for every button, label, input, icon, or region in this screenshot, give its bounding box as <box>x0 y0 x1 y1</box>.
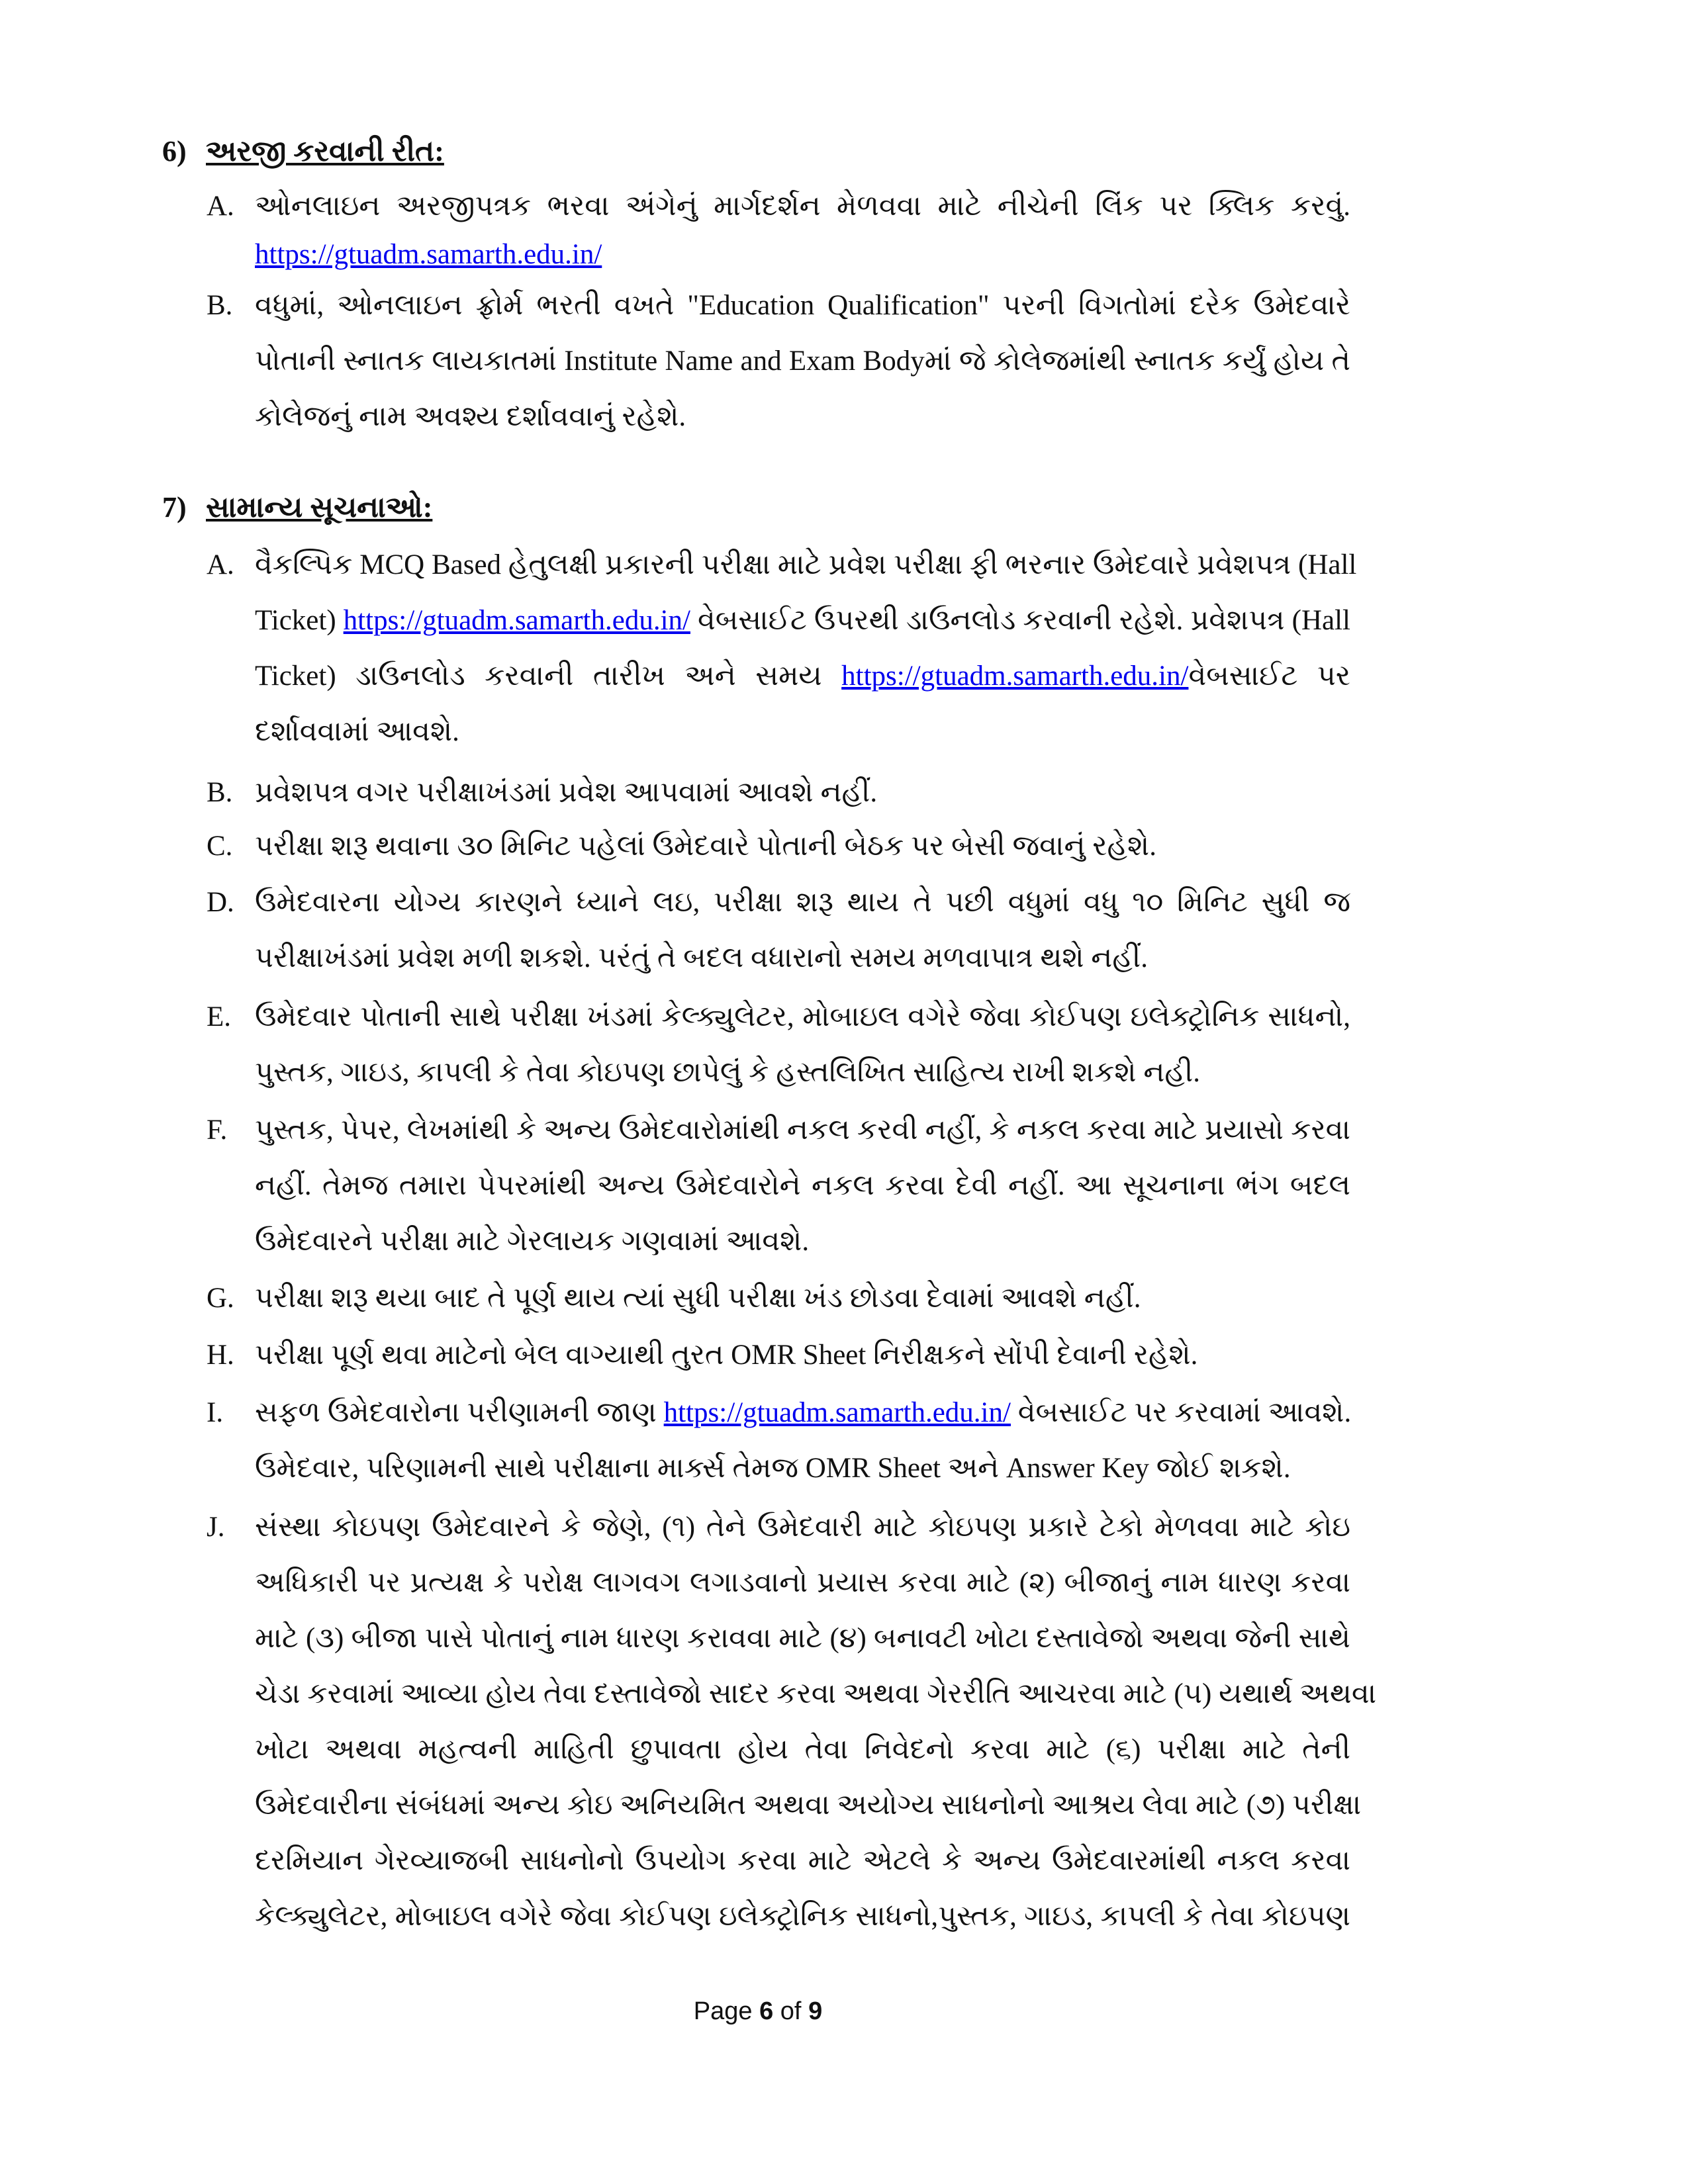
text-segment: પરીક્ષા શરૂ થયા બાદ તે પૂર્ણ થાય ત્યાં સુધી પરીક્ષા ખંડ છોડવા દેવામાં આવશે નહીં. <box>255 1283 1141 1314</box>
text-segment: પરીક્ષાખંડમાં પ્રવેશ મળી શકશે. પરંતું તે બદલ વધારાનો સમય મળવાપાત્ર થશે નહીં. <box>255 942 1148 974</box>
text-line <box>255 1889 1350 1944</box>
text-line <box>255 1555 1350 1611</box>
list-item <box>207 1328 1350 1383</box>
item-letter: I. <box>207 1397 224 1428</box>
text-line <box>255 1722 1350 1778</box>
text-line <box>255 1045 1350 1101</box>
text-segment: Ticket) <box>255 605 344 636</box>
text-line <box>255 1214 1350 1269</box>
item-letter: E. <box>207 1001 232 1032</box>
item-letter: G. <box>207 1283 234 1314</box>
text-line <box>255 230 1350 279</box>
text-segment: કેલ્ક્યુલેટર, મોબાઇલ વગેરે જેવા કોઈપણ ઇલેક્ટ્રોનિક સાધનો,પુસ્તક, ગાઇડ, કાપલી કે તેવા કોઇપણ <box>255 1901 1350 1932</box>
text-segment: ચેડા કરવામાં આવ્યા હોય તેવા દસ્તાવેજો સાદર કરવા અથવા ગેરરીતિ આચરવા માટે (૫) યથાર્થ અથવા <box>255 1678 1377 1709</box>
text-line <box>255 989 1350 1045</box>
item-text <box>255 1500 1377 1944</box>
list-item <box>207 875 1350 986</box>
item-text <box>255 182 1350 279</box>
website-link[interactable]: https://gtuadm.samarth.edu.in/ <box>663 1397 1011 1428</box>
website-link[interactable]: https://gtuadm.samarth.edu.in/ <box>841 660 1189 692</box>
section-title: સામાન્ય સૂચનાઓ: <box>206 491 433 523</box>
text-line <box>255 182 1350 230</box>
text-segment: ઉમેદવાર પોતાની સાથે પરીક્ષા ખંડમાં કેલ્ક્યુલેટર, મોબાઇલ વગેરે જેવા કોઈપણ ઇલેક્ટ્રોનિક સાધનો, <box>255 1001 1350 1032</box>
list-item <box>207 182 1350 279</box>
list-item <box>207 765 1350 821</box>
text-segment: ઉમેદવારને પરીક્ષા માટે ગેરલાયક ગણવામાં આવશે. <box>255 1226 810 1257</box>
item-letter: J. <box>207 1512 225 1543</box>
item-letter: B. <box>207 290 233 321</box>
item-text <box>255 1385 1350 1496</box>
website-link[interactable]: https://gtuadm.samarth.edu.in/ <box>255 239 602 270</box>
page-label: Page <box>693 1997 753 2025</box>
list-item <box>207 989 1350 1101</box>
text-line <box>255 931 1350 986</box>
item-letter: A. <box>207 191 234 222</box>
text-line <box>255 1500 1350 1555</box>
text-segment: માટે (૩) બીજા પાસે પોતાનું નામ ધારણ કરાવવા માટે (૪) બનાવટી ખોટા દસ્તાવેજો અથવા જેની સાથે <box>255 1623 1350 1654</box>
list-item <box>207 819 1350 874</box>
text-line <box>255 593 1350 649</box>
item-letter: F. <box>207 1115 228 1146</box>
text-line <box>255 1778 1362 1833</box>
text-segment: દરમિયાન ગેરવ્યાજબી સાધનોનો ઉપયોગ કરવા માટે એટલે કે અન્ય ઉમેદવારમાંથી નકલ કરવા <box>255 1845 1350 1876</box>
text-segment: પુસ્તક, પેપર, લેખમાંથી કે અન્ય ઉમેદવારોમાંથી નકલ કરવી નહીં, કે નકલ કરવા માટે પ્રયાસો કરવા <box>255 1115 1350 1146</box>
text-line <box>255 389 1350 445</box>
item-letter: D. <box>207 887 234 918</box>
text-segment: પરીક્ષા પૂર્ણ થવા માટેનો બેલ વાગ્યાથી તુરત OMR Sheet નિરીક્ષકને સોંપી દેવાની રહેશે. <box>255 1340 1198 1371</box>
section-number: 7) <box>162 491 187 523</box>
text-segment: Ticket) ડાઉનલોડ કરવાની તારીખ અને સમય <box>255 660 842 692</box>
text-segment: ઉમેદવારના યોગ્ય કારણને ધ્યાને લઇ, પરીક્ષા શરૂ થાય તે પછી વધુમાં વધુ ૧૦ મિનિટ સુધી જ <box>255 887 1350 918</box>
text-segment: સંસ્થા કોઇપણ ઉમેદવારને કે જેણે, (૧) તેને ઉમેદવારી માટે કોઇપણ પ્રકારે ટેકો મેળવવા માટે કોઇ <box>255 1512 1350 1543</box>
list-item <box>207 1385 1350 1496</box>
list-item <box>207 537 1357 760</box>
text-line <box>255 704 1350 760</box>
text-segment: પ્રવેશપત્ર વગર પરીક્ષાખંડમાં પ્રવેશ આપવામાં આવશે નહીં. <box>255 777 878 808</box>
text-line <box>255 765 1350 821</box>
item-text <box>255 875 1350 986</box>
text-segment: કોલેજનું નામ અવશ્ય દર્શાવવાનું રહેશે. <box>255 401 686 432</box>
text-line <box>255 537 1357 593</box>
item-text <box>255 1328 1350 1383</box>
website-link[interactable]: https://gtuadm.samarth.edu.in/ <box>343 605 690 636</box>
item-text <box>255 1271 1350 1326</box>
text-line <box>255 875 1350 931</box>
text-line <box>255 334 1350 389</box>
text-segment: વૈકલ્પિક MCQ Based હેતુલક્ષી પ્રકારની પરીક્ષા માટે પ્રવેશ પરીક્ષા ફી ભરનાર ઉમેદવારે પ્રવેશપત્ર (Hall <box>255 549 1357 580</box>
text-segment: ઉમેદવાર, પરિણામની સાથે પરીક્ષાના માર્ક્સ તેમજ OMR Sheet અને Answer Key જોઈ શકશે. <box>255 1453 1291 1484</box>
text-segment: પરીક્ષા શરૂ થવાના ૩૦ મિનિટ પહેલાં ઉમેદવારે પોતાની બેઠક પર બેસી જવાનું રહેશે. <box>255 831 1156 862</box>
list-item <box>207 1500 1377 1944</box>
text-segment: ઓનલાઇન અરજીપત્રક ભરવા અંગેનું માર્ગદર્શન મેળવવા માટે નીચેની લિંક પર ક્લિક કરવું. <box>255 191 1350 222</box>
text-segment: દર્શાવવામાં આવશે. <box>255 716 459 747</box>
item-text <box>255 765 1350 821</box>
text-line <box>255 1103 1350 1158</box>
text-line <box>255 1833 1350 1889</box>
text-line <box>255 278 1350 334</box>
page-of: of <box>780 1997 802 2025</box>
text-line <box>255 1666 1377 1722</box>
item-text <box>255 819 1350 874</box>
text-segment: ખોટા અથવા મહત્વની માહિતી છુપાવતા હોય તેવા નિવેદનો કરવા માટે (૬) પરીક્ષા માટે તેની <box>255 1734 1350 1765</box>
page-total: 9 <box>808 1997 823 2025</box>
text-segment: સફળ ઉમેદવારોના પરીણામની જાણ <box>255 1397 664 1428</box>
section-heading <box>162 124 444 179</box>
text-line <box>255 649 1350 704</box>
text-line <box>255 1611 1350 1666</box>
text-segment: પોતાની સ્નાતક લાયકાતમાં Institute Name and Exam Bodyમાં જે કોલેજમાંથી સ્નાતક કર્યું હોય તે <box>255 345 1350 377</box>
text-segment: નહીં. તેમજ તમારા પેપરમાંથી અન્ય ઉમેદવારોને નકલ કરવા દેવી નહીં. આ સૂચનાના ભંગ બદલ <box>255 1170 1350 1201</box>
item-letter: H. <box>207 1340 234 1371</box>
item-letter: B. <box>207 777 233 808</box>
text-line <box>255 819 1350 874</box>
list-item <box>207 1271 1350 1326</box>
item-text <box>255 1103 1350 1269</box>
list-item <box>207 1103 1350 1269</box>
text-line <box>255 1158 1350 1214</box>
page-footer <box>0 1997 1516 2026</box>
section-title: અરજી કરવાની રીત: <box>206 135 444 167</box>
section-number: 6) <box>162 135 187 167</box>
text-segment: પુસ્તક, ગાઇડ, કાપલી કે તેવા કોઇપણ છાપેલું કે હસ્તલિખિત સાહિત્ય રાખી શકશે નહી. <box>255 1057 1200 1088</box>
item-text <box>255 537 1357 760</box>
list-item <box>207 278 1350 445</box>
text-line <box>255 1271 1350 1326</box>
item-letter: C. <box>207 831 233 862</box>
text-segment: ઉમેદવારીના સંબંધમાં અન્ય કોઇ અનિયમિત અથવા અયોગ્ય સાધનોનો આશ્રય લેવા માટે (૭) પરીક્ષા <box>255 1790 1362 1821</box>
text-segment: અધિકારી પર પ્રત્યક્ષ કે પરોક્ષ લાગવગ લગાડવાનો પ્રયાસ કરવા માટે (૨) બીજાનું નામ ધારણ કરવા <box>255 1567 1350 1598</box>
text-line <box>255 1441 1350 1496</box>
text-line <box>255 1385 1350 1441</box>
text-segment: વેબસાઈટ ઉપરથી ડાઉનલોડ કરવાની રહેશે. પ્રવેશપત્ર (Hall <box>690 605 1351 636</box>
page-current: 6 <box>759 1997 774 2025</box>
section-heading <box>162 480 432 535</box>
item-text <box>255 989 1350 1101</box>
text-segment: વેબસાઈટ પર કરવામાં આવશે. <box>1010 1397 1352 1428</box>
text-segment: વેબસાઈટ પર <box>1188 660 1350 692</box>
text-line <box>255 1328 1350 1383</box>
item-text <box>255 278 1350 445</box>
text-segment: વધુમાં, ઓનલાઇન ફ્રોર્મ ભરતી વખતે "Education Qualification" પરની વિગતોમાં દરેક ઉમેદવારે <box>255 290 1350 321</box>
item-letter: A. <box>207 549 234 580</box>
